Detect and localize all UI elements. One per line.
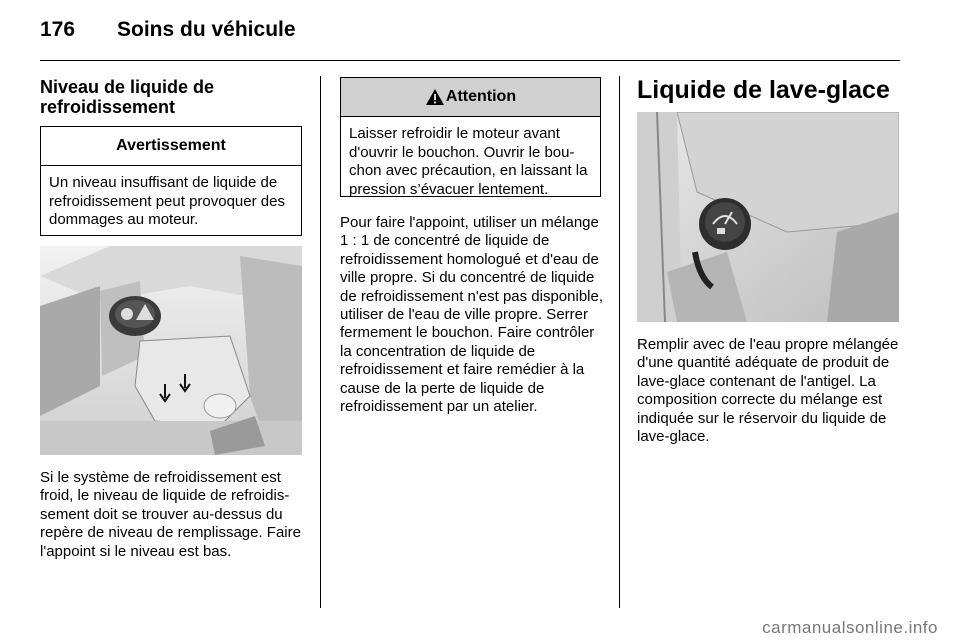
attention-text: Laisser refroidir le moteur avant d'ouvrir le bouchon. Ouvrir le bouchon avec précaution, en laissant la pression s’évacuer lentement. [349, 125, 588, 198]
washer-fluid-heading: Liquide de lave-glace [637, 76, 890, 104]
column-divider-right [619, 76, 620, 608]
attention-header [341, 78, 600, 117]
header-divider [40, 60, 900, 61]
coolant-body-text: Si le système de refroidissement est froid, le niveau de liquide de refroidissement doit se trouver au-dessus du repère de niveau de remplissage. Faire l'appoint si le niveau est bas. [40, 469, 301, 560]
page-number: 176 [40, 18, 76, 41]
running-title: Soins du véhicule [117, 18, 296, 41]
column-divider-left [320, 76, 321, 608]
coolant-heading: Niveau de liquide de refroidissement [40, 77, 215, 117]
washer-body-text: Remplir avec de l'eau propre mélangée d'une quantité adéquate de produit de lave-glace contenant de l'antigel. La composition correcte du mélange est indiquée sur le réservoir du liquide de lave-glace. [637, 336, 899, 446]
warning-title: Avertissement [41, 127, 301, 166]
attention-box [340, 77, 601, 197]
attention-title: Attention [445, 88, 517, 105]
warning-text: Un niveau insuffisant de liquide de refroidissement peut provoquer des dommages au moteur. [49, 174, 285, 228]
warning-triangle-icon [425, 88, 445, 106]
coolant-reservoir-photo [40, 246, 302, 455]
refill-body-text: Pour faire l'appoint, utiliser un mélange 1 : 1 de concentré de liquide de refroidissement homologué et d'eau de ville propre. Si du concentré de liquide de refroidissement n'est pas disponible, utiliser de l'eau de ville propre. Serrer fermement le bouchon. Faire contrôler la concentration de liquide de refroidissement et faire remédier à la cause de la perte de liquide de refroidissement par un atelier. [340, 214, 604, 416]
washer-reservoir-photo [637, 112, 899, 322]
warning-box [40, 126, 302, 236]
site-watermark: carmanualsonline.info [762, 618, 938, 637]
